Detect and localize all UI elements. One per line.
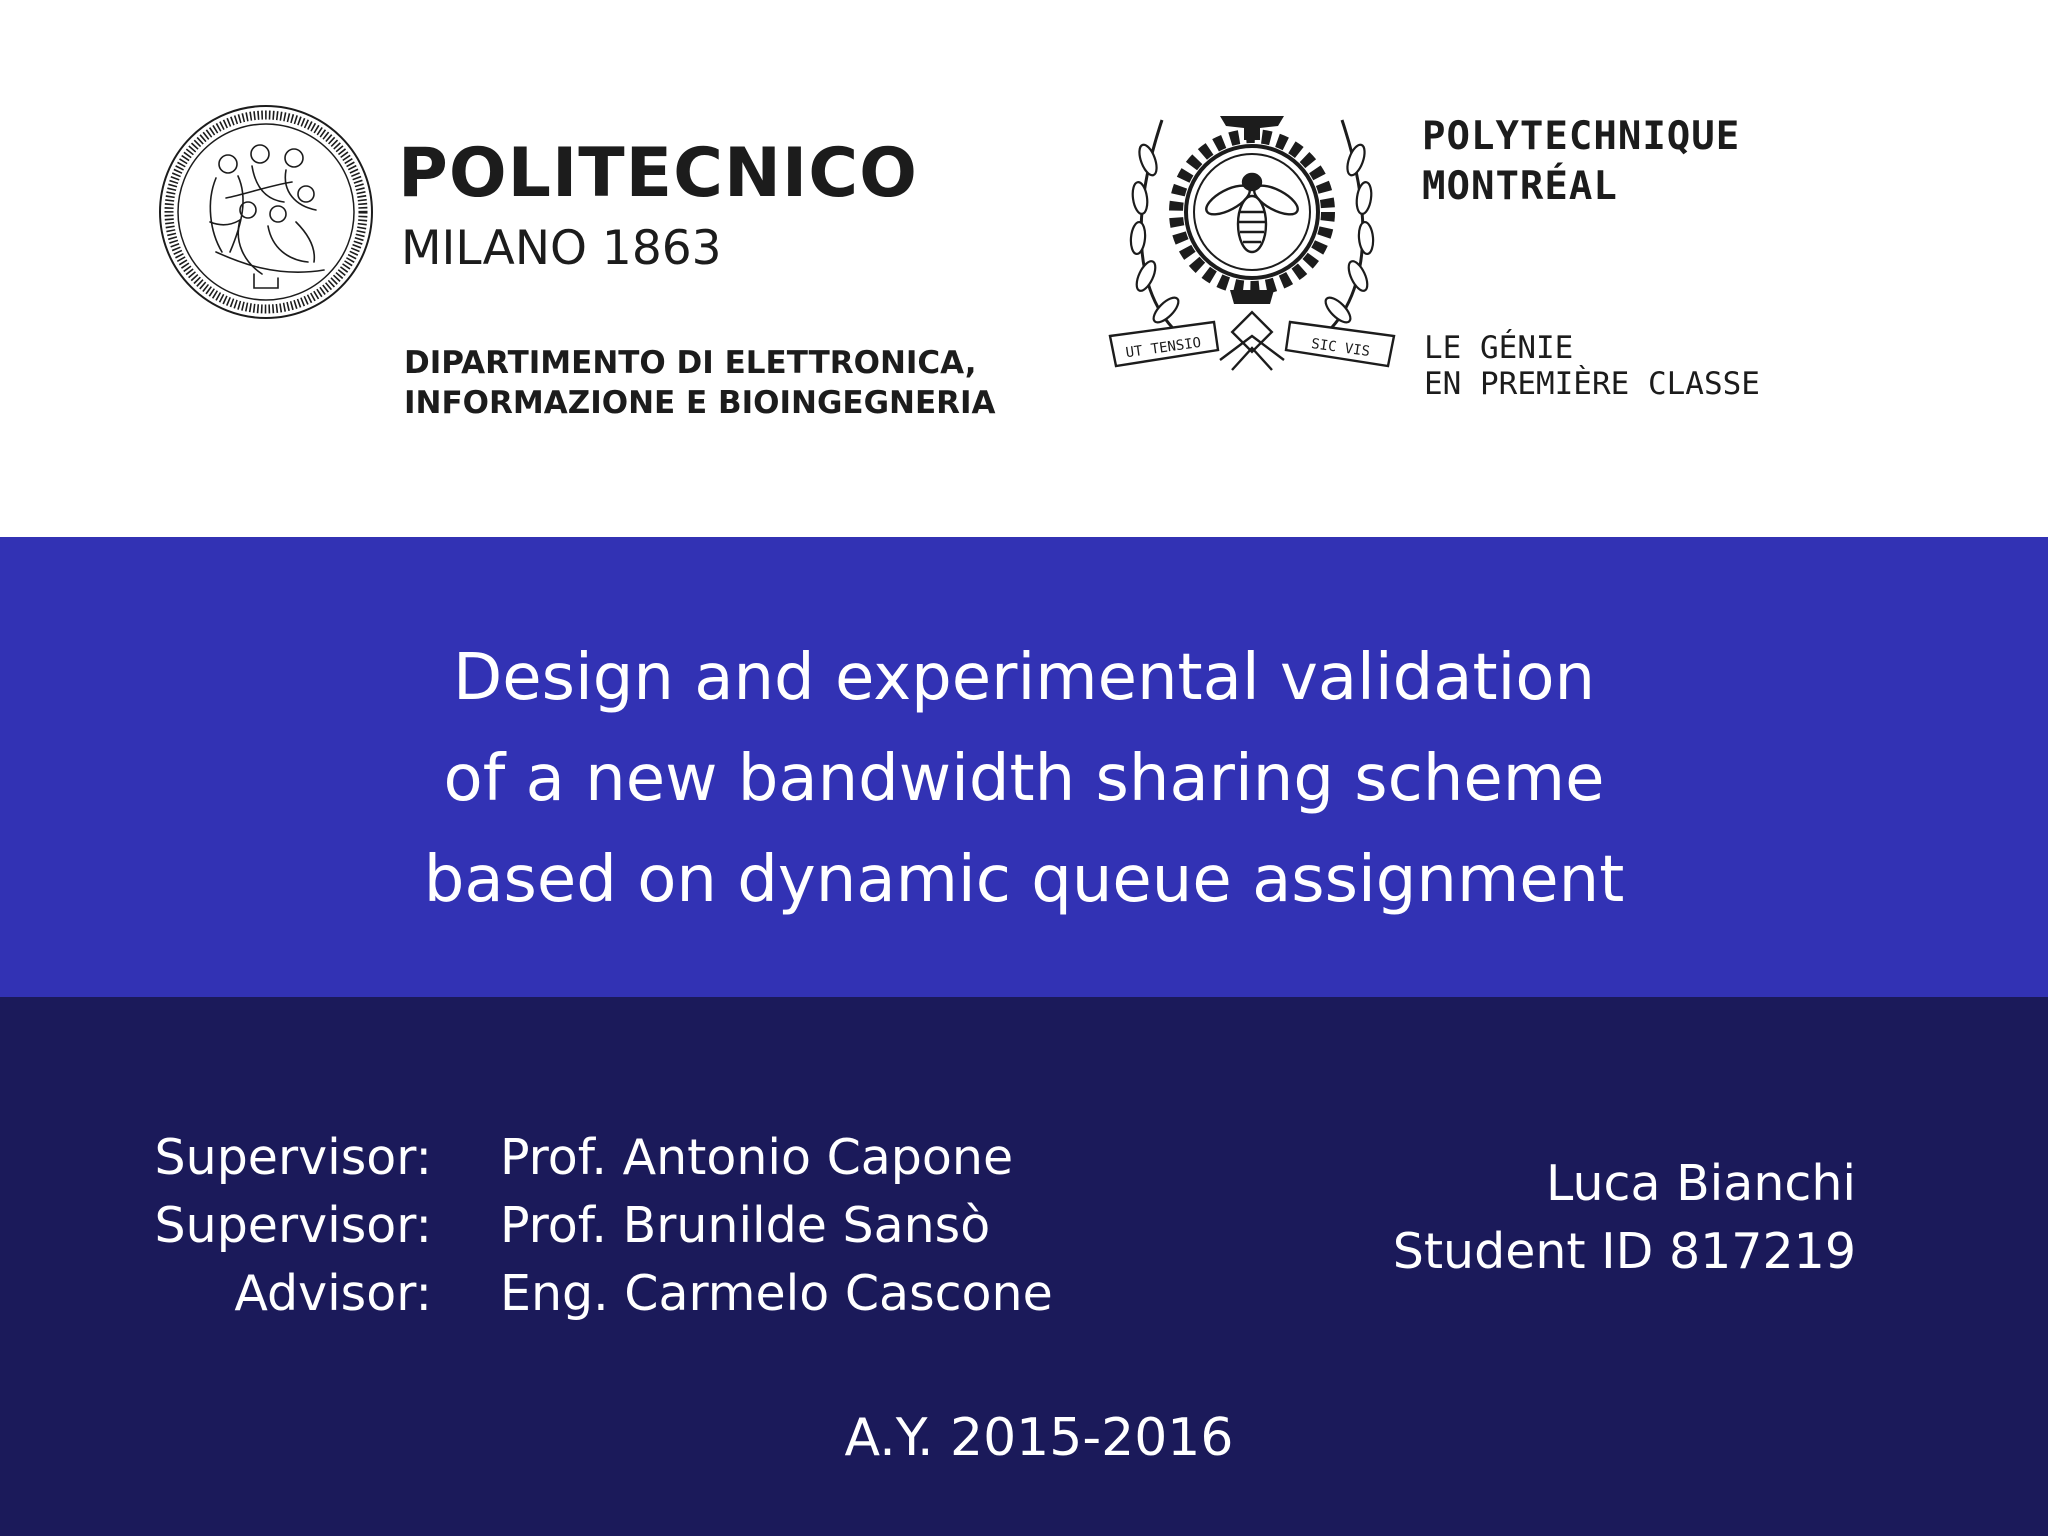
polimi-seal-icon xyxy=(156,102,376,322)
polimi-department-line: DIPARTIMENTO DI ELETTRONICA, xyxy=(404,345,977,381)
thesis-title xyxy=(0,628,2048,931)
supervisors-list xyxy=(100,1124,1053,1328)
role-label: Advisor: xyxy=(234,1265,432,1322)
polimi-department xyxy=(404,343,996,423)
role-name: Prof. Brunilde Sansò xyxy=(500,1197,991,1254)
polymtl-tagline xyxy=(1424,330,1760,402)
role-row xyxy=(100,1124,1053,1192)
polimi-department-line: INFORMAZIONE E BIOINGEGNERIA xyxy=(404,385,996,421)
thesis-title-line: based on dynamic queue assignment xyxy=(423,843,1625,917)
polimi-name: POLITECNICO xyxy=(398,134,918,213)
author-info xyxy=(1393,1150,1856,1286)
role-label: Supervisor: xyxy=(154,1129,432,1186)
thesis-title-line: Design and experimental validation xyxy=(452,641,1596,715)
polymtl-crest-icon xyxy=(1102,100,1402,420)
polimi-city-year: MILANO 1863 xyxy=(401,221,722,276)
role-name: Prof. Antonio Capone xyxy=(500,1129,1014,1186)
polymtl-tagline-line: EN PREMIÈRE CLASSE xyxy=(1424,366,1760,402)
author-name: Luca Bianchi xyxy=(1546,1155,1856,1212)
polymtl-name-line: MONTRÉAL xyxy=(1422,164,1618,209)
thesis-title-line: of a new bandwidth sharing scheme xyxy=(443,742,1605,816)
role-row xyxy=(100,1260,1053,1328)
crest-ribbon-right: SIC VIS xyxy=(1310,336,1371,361)
polymtl-name-line: POLYTECHNIQUE xyxy=(1422,114,1741,159)
student-id: Student ID 817219 xyxy=(1392,1223,1856,1280)
polymtl-name xyxy=(1422,112,1740,212)
polymtl-tagline-line: LE GÉNIE xyxy=(1424,330,1574,366)
role-label: Supervisor: xyxy=(154,1197,432,1254)
header-logos xyxy=(0,0,2048,537)
crest-ribbon-left: UT TENSIO xyxy=(1124,334,1203,362)
role-name: Eng. Carmelo Cascone xyxy=(500,1265,1053,1322)
academic-year: A.Y. 2015-2016 xyxy=(844,1408,1234,1468)
role-row xyxy=(100,1192,1053,1260)
